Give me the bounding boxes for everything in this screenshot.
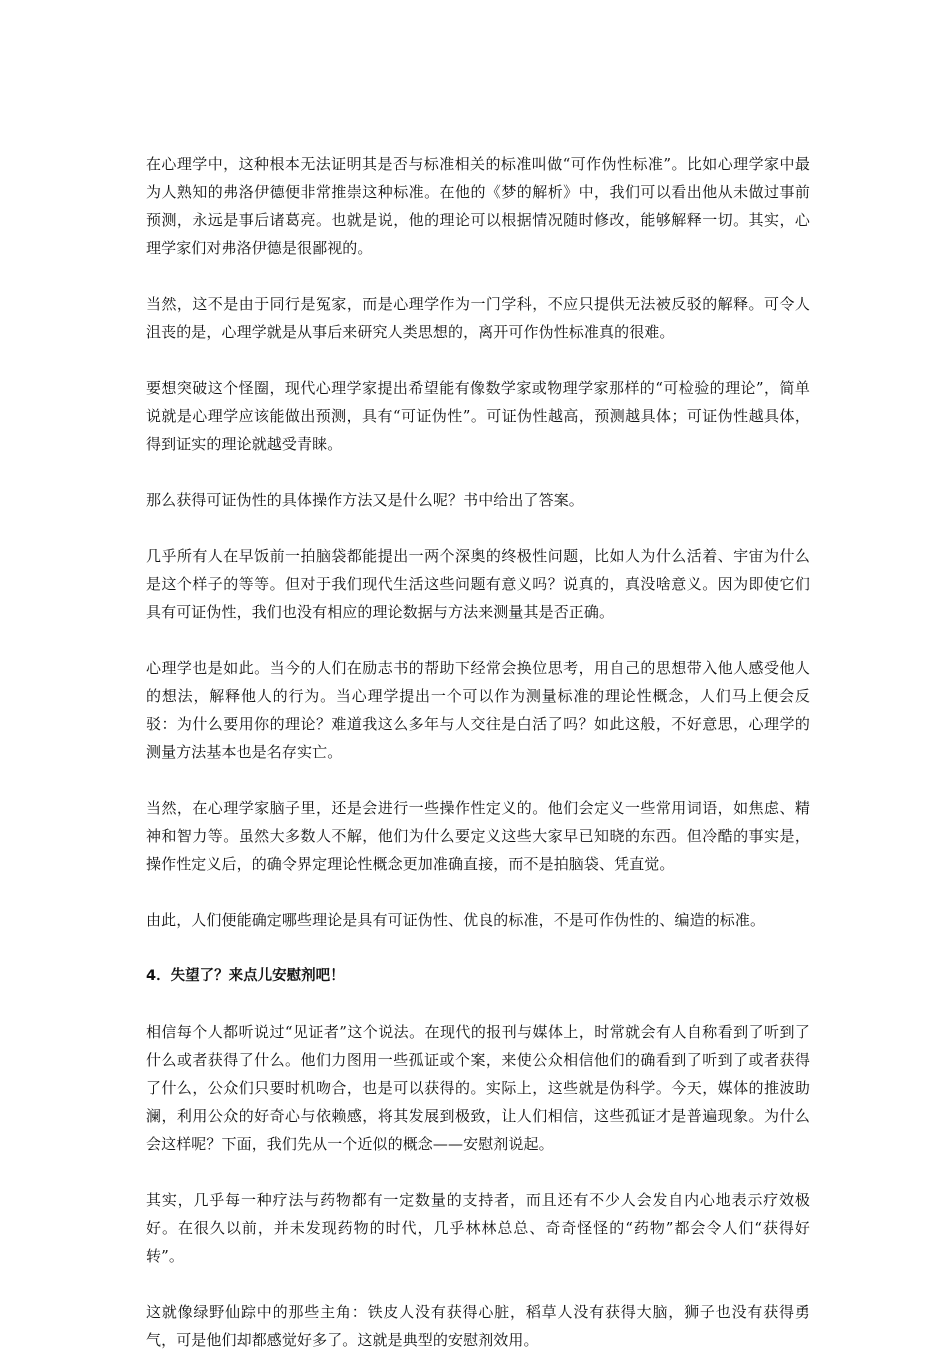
- paragraph: 要想突破这个怪圈，现代心理学家提出希望能有像数学家或物理学家那样的“可检验的理论”，简单说就是心理学应该能做出预测，具有“可证伪性”。可证伪性越高，预测越具体；可证伪性越具体，得到证实的理论就越受青睐。: [146, 379, 810, 453]
- paragraph: 其实，几乎每一种疗法与药物都有一定数量的支持者，而且还有不少人会发自内心地表示疗效极好。在很久以前，并未发现药物的时代，几乎林林总总、奇奇怪怪的“药物”都会令人们“获得好转”。: [146, 1191, 810, 1265]
- paragraph: 那么获得可证伪性的具体操作方法又是什么呢？书中给出了答案。: [146, 491, 584, 509]
- paragraph: 几乎所有人在早饭前一拍脑袋都能提出一两个深奥的终极性问题，比如人为什么活着、宇宙为什么是这个样子的等等。但对于我们现代生活这些问题有意义吗？说真的，真没啥意义。因为即使它们具有可证伪性，我们也没有相应的理论数据与方法来测量其是否正确。: [146, 547, 810, 621]
- paragraph: 心理学也是如此。当今的人们在励志书的帮助下经常会换位思考，用自己的思想带入他人感受他人的想法，解释他人的行为。当心理学提出一个可以作为测量标准的理论性概念，人们马上便会反驳：为什么要用你的理论？难道我这么多年与人交往是白活了吗？如此这般，不好意思，心理学的测量方法基本也是名存实亡。: [146, 659, 810, 761]
- section-heading: 4．失望了？来点儿安慰剂吧！: [146, 968, 345, 984]
- document-page: [146, 150, 810, 1354]
- paragraph: 在心理学中，这种根本无法证明其是否与标准相关的标准叫做“可作伪性标准”。比如心理学家中最为人熟知的弗洛伊德便非常推崇这种标准。在他的《梦的解析》中，我们可以看出他从未做过事前预测，永远是事后诸葛亮。也就是说，他的理论可以根据情况随时修改，能够解释一切。其实，心理学家们对弗洛伊德是很鄙视的。: [146, 155, 810, 257]
- paragraph: 当然，这不是由于同行是冤家，而是心理学作为一门学科，不应只提供无法被反驳的解释。可令人沮丧的是，心理学就是从事后来研究人类思想的，离开可作伪性标准真的很难。: [146, 295, 810, 341]
- paragraph: 当然，在心理学家脑子里，还是会进行一些操作性定义的。他们会定义一些常用词语，如焦虑、精神和智力等。虽然大多数人不解，他们为什么要定义这些大家早已知晓的东西。但冷酷的事实是，操作性定义后，的确令界定理论性概念更加准确直接，而不是拍脑袋、凭直觉。: [146, 799, 810, 873]
- paragraph: 相信每个人都听说过“见证者”这个说法。在现代的报刊与媒体上，时常就会有人自称看到了听到了什么或者获得了什么。他们力图用一些孤证或个案，来使公众相信他们的确看到了听到了或者获得了什么，公众们只要时机吻合，也是可以获得的。实际上，这些就是伪科学。今天，媒体的推波助澜，利用公众的好奇心与依赖感，将其发展到极致，让人们相信，这些孤证才是普遍现象。为什么会这样呢？下面，我们先从一个近似的概念——安慰剂说起。: [146, 1023, 810, 1153]
- paragraph: 由此，人们便能确定哪些理论是具有可证伪性、优良的标准，不是可作伪性的、编造的标准。: [146, 911, 766, 929]
- paragraph: 这就像绿野仙踪中的那些主角：铁皮人没有获得心脏，稻草人没有获得大脑，狮子也没有获得勇气，可是他们却都感觉好多了。这就是典型的安慰剂效用。: [146, 1303, 810, 1349]
